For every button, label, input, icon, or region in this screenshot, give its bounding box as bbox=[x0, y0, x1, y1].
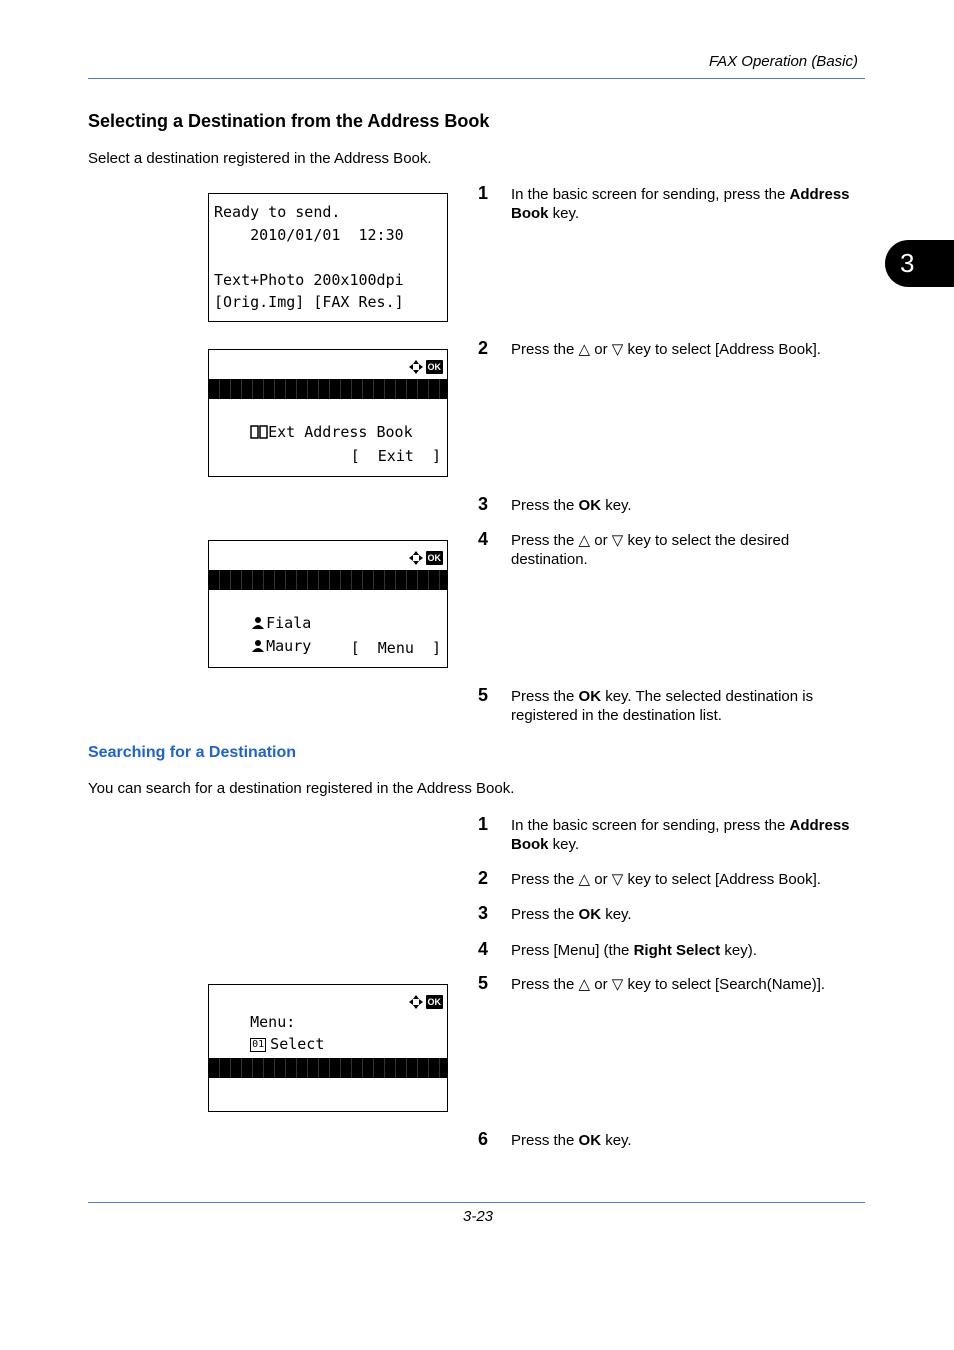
step-number: 3 bbox=[478, 903, 489, 923]
step-number: 2 bbox=[478, 338, 489, 358]
item-number-badge: 01 bbox=[252, 1038, 265, 1050]
lcd-address-book bbox=[208, 540, 448, 668]
lcd-line: Text+Photo 200x100dpi bbox=[214, 271, 404, 289]
page-number: 3-23 bbox=[462, 1208, 494, 1225]
lcd-line: Ready to send. bbox=[214, 203, 341, 221]
step-text: Press the OK key. bbox=[511, 497, 632, 514]
step-text: Press the △ or ▽ key to select [Search(Name)]. bbox=[511, 976, 826, 993]
lcd-item bbox=[209, 402, 447, 441]
step-text: In the basic screen for sending, press the Address Book key. bbox=[511, 186, 850, 222]
lcd-item-label: Maury bbox=[266, 637, 312, 655]
lcd-line: 2010/01/01 12:30 bbox=[214, 226, 404, 244]
lcd-softkey: [ Menu ] bbox=[350, 639, 441, 657]
lcd-selected-item bbox=[209, 570, 447, 609]
step-number: 3 bbox=[478, 494, 489, 514]
step-number: 6 bbox=[478, 1129, 489, 1149]
step-number: 5 bbox=[478, 685, 489, 705]
four-way-arrow-icon bbox=[408, 994, 424, 1010]
down-arrow-icon: ▽ bbox=[611, 976, 624, 993]
lcd-item-label: Select bbox=[270, 1035, 325, 1053]
lcd-softkeys: [Orig.Img] [FAX Res.] bbox=[214, 293, 404, 311]
down-arrow-icon: ▽ bbox=[611, 871, 624, 888]
step-text: Press [Menu] (the Right Select key). bbox=[511, 942, 757, 959]
running-header: FAX Operation (Basic) bbox=[709, 53, 858, 70]
lcd-ready-screen bbox=[208, 193, 448, 322]
down-arrow-icon: ▽ bbox=[611, 532, 624, 549]
section-intro: Select a destination registered in the Address Book. bbox=[88, 150, 432, 167]
section-intro: You can search for a destination registered in the Address Book. bbox=[88, 780, 515, 797]
step-text: Press the △ or ▽ key to select [Address Book]. bbox=[511, 871, 821, 888]
lcd-item-label: Ext Address Book bbox=[268, 423, 413, 441]
lcd-menu bbox=[208, 984, 448, 1112]
section-title: Selecting a Destination from the Address Book bbox=[88, 111, 490, 131]
ok-icon: OK bbox=[427, 553, 441, 563]
ok-icon: OK bbox=[427, 997, 441, 1007]
lcd-title-row bbox=[209, 548, 447, 568]
four-way-arrow-icon bbox=[408, 550, 424, 566]
lcd-title-row bbox=[209, 992, 447, 1031]
item-number-badge: 03 bbox=[252, 1082, 265, 1094]
lcd-item bbox=[209, 593, 447, 632]
step-number: 1 bbox=[478, 814, 489, 834]
book-icon bbox=[250, 425, 268, 439]
step-text: Press the OK key. bbox=[511, 1132, 632, 1149]
lcd-item-label: Design bbox=[270, 591, 325, 609]
step-number: 4 bbox=[478, 939, 489, 959]
chapter-tab: 3 bbox=[885, 240, 954, 287]
footer-rule bbox=[88, 1202, 865, 1203]
up-arrow-icon: △ bbox=[578, 341, 591, 358]
header-rule bbox=[88, 78, 865, 79]
lcd-item bbox=[209, 1036, 447, 1056]
lcd-item bbox=[209, 1014, 447, 1053]
lcd-title: Menu: bbox=[250, 1013, 296, 1031]
step-text: Press the OK key. bbox=[511, 906, 632, 923]
lcd-item-label: Search(Name) bbox=[270, 1079, 379, 1097]
lcd-softkey: [ Exit ] bbox=[350, 447, 441, 465]
up-arrow-icon: △ bbox=[578, 532, 591, 549]
step-text: Press the △ or ▽ key to select the desired destination. bbox=[511, 532, 790, 568]
lcd-selected-item bbox=[209, 1058, 447, 1097]
lcd-selected-item bbox=[209, 379, 447, 418]
step-text: In the basic screen for sending, press the Address Book key. bbox=[511, 817, 850, 853]
lcd-title-row bbox=[209, 357, 447, 377]
step-text: Press the △ or ▽ key to select [Address Book]. bbox=[511, 341, 821, 358]
step-number: 2 bbox=[478, 868, 489, 888]
lcd-item-label: Address Book bbox=[268, 400, 377, 418]
lcd-item-label: Fiala bbox=[266, 614, 312, 632]
subsection-title: Searching for a Destination bbox=[88, 744, 297, 761]
four-way-arrow-icon bbox=[408, 359, 424, 375]
up-arrow-icon: △ bbox=[578, 976, 591, 993]
lcd-select-addr-book bbox=[208, 349, 448, 477]
step-number: 4 bbox=[478, 529, 489, 549]
up-arrow-icon: △ bbox=[578, 871, 591, 888]
step-number: 1 bbox=[478, 183, 489, 203]
down-arrow-icon: ▽ bbox=[611, 341, 624, 358]
step-text: Press the OK key. The selected destination is registered in the destination list. bbox=[511, 688, 814, 724]
ok-icon: OK bbox=[427, 362, 441, 372]
step-number: 5 bbox=[478, 973, 489, 993]
